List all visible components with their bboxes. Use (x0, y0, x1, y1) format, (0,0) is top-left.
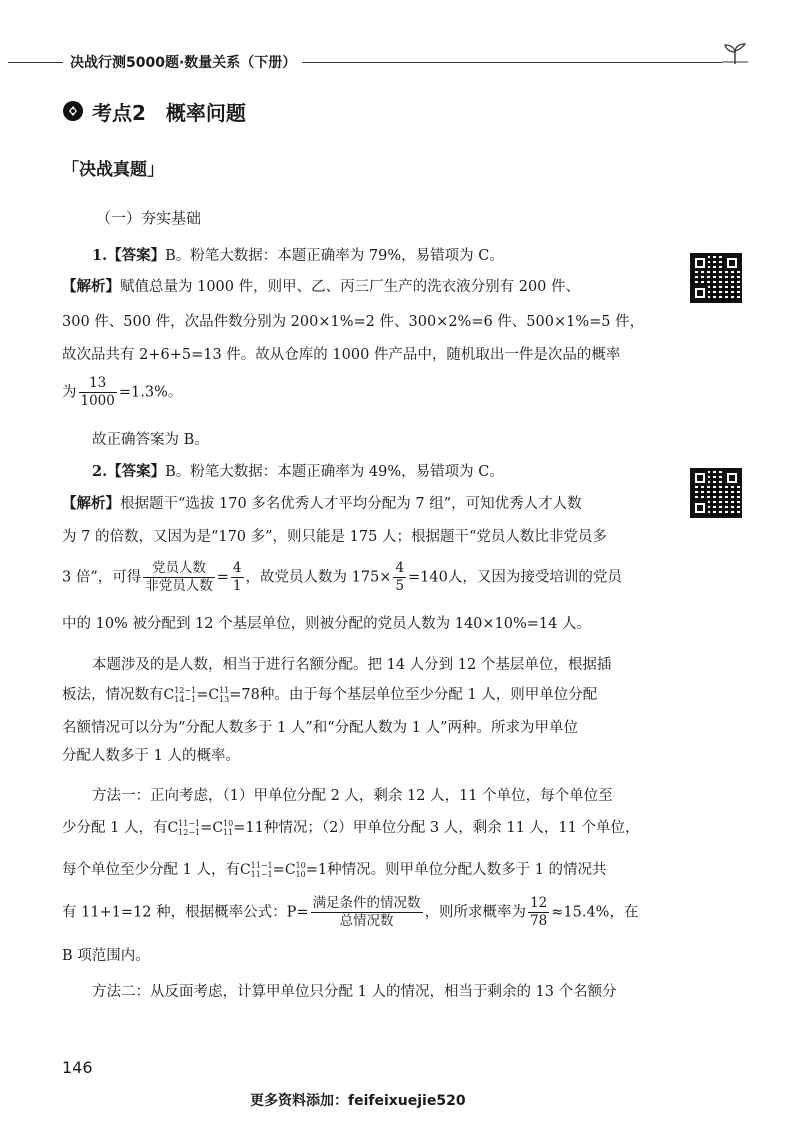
comb-sup: 12−1 (174, 686, 197, 695)
text-span: 有 11+1=12 种，根据概率公式：P= (62, 904, 309, 921)
text-span: = (200, 820, 213, 836)
text-span: ，故党员人数为 175× (245, 569, 392, 586)
comb-sub: 13 (219, 695, 230, 704)
q1-analysis-line-4 (62, 375, 182, 410)
header-rule-left (8, 62, 63, 63)
q1-analysis-text: 赋值总量为 1000 件，则甲、乙、丙三厂生产的洗衣液分别有 200 件、 (120, 279, 581, 295)
combination (240, 860, 273, 880)
q2-answer-line (92, 462, 504, 482)
text-span: =140人，又因为接受培训的党员 (408, 569, 622, 586)
q2-answer-label: 2.【答案】 (92, 463, 166, 480)
comb-sub: 10 (295, 870, 306, 879)
paragraph-line (62, 895, 638, 930)
combination (208, 685, 229, 705)
fraction (528, 895, 549, 930)
fraction (143, 560, 215, 595)
fraction-denominator: 1000 (80, 393, 115, 409)
combination (164, 685, 197, 705)
q2-analysis-text: 根据题干“选拔 170 多名优秀人才平均分配为 7 组”，可知优秀人才人数 (120, 496, 582, 512)
combination (167, 818, 200, 838)
text-span: =1种情况。则甲单位分配人数多于 1 的情况共 (305, 862, 607, 878)
comb-sup: 11−1 (178, 819, 201, 828)
text-span: =11种情况；（2）甲单位分配 3 人，剩余 11 人，11 个单位， (233, 820, 640, 836)
fraction-denominator: 78 (530, 913, 548, 929)
q1-answer-line (92, 246, 504, 266)
footer-text: 更多资料添加：feifeixuejie520 (250, 1093, 466, 1109)
text-span: =78种。由于每个基层单位至少分配 1 人，则甲单位分配 (229, 687, 598, 703)
q2-analysis-line-2: 为 7 的倍数，又因为是“170 多”，则只能是 175 人；根据题干“党员人数比非党员多 (62, 529, 607, 545)
section-title: 考点2 概率问题 (92, 101, 246, 125)
comb-sup: 10 (223, 819, 234, 828)
header-rule-right (302, 62, 722, 63)
qr-code-image (690, 253, 742, 303)
q1-answer-text: B。粉笔大数据：本题正确率为 79%，易错项为 C。 (165, 248, 504, 264)
comb-symbol: C (163, 687, 175, 703)
fraction (79, 375, 117, 410)
running-header: 决战行测5000题·数量关系（下册） (70, 55, 297, 71)
fraction-denominator: 非党员人数 (145, 578, 213, 594)
text-span: ，则所求概率为 (424, 904, 527, 921)
comb-sub: 12−1 (178, 828, 201, 837)
comb-sub: 11−1 (250, 870, 273, 879)
fraction-numerator: 满足条件的情况数 (312, 895, 421, 911)
fraction (231, 560, 244, 595)
text-span: 3 倍”，可得 (62, 569, 142, 586)
qr-code-image (690, 468, 742, 518)
q2-analysis-line (62, 494, 582, 514)
comb-sub: 14−1 (174, 695, 197, 704)
q1-analysis-line-2: 300 件、500 件，次品件数分别为 200×1%=2 件、300×2%=6 件、500×1%=5 件， (62, 314, 645, 330)
sprout-icon (722, 42, 748, 66)
fraction-numerator: 12 (530, 895, 548, 911)
text-span: ≈15.4%，在 (551, 904, 639, 921)
comb-symbol: C (239, 862, 251, 878)
comb-symbol: C (208, 687, 220, 703)
page-number: 146 (62, 1058, 93, 1077)
paragraph-line: 名额情况可以分为“分配人数多于 1 人”和“分配人数为 1 人”两种。所求为甲单位 (62, 720, 579, 736)
text-span: 为 (62, 384, 77, 401)
text-span: 少分配 1 人，有 (62, 820, 168, 836)
text-span: 板法，情况数有 (62, 687, 164, 703)
comb-sub: 11 (223, 828, 234, 837)
section-bullet-icon (62, 100, 84, 122)
text-span: = (272, 862, 285, 878)
fraction-numerator: 党员人数 (143, 560, 215, 578)
paragraph-line (62, 860, 607, 880)
fraction-numerator: 4 (395, 560, 405, 576)
text-span: = (216, 569, 229, 586)
q2-analysis-label: 【解析】 (62, 495, 120, 512)
part-title: （一）夯实基础 (96, 209, 202, 227)
paragraph-line: 分配人数多于 1 人的概率。 (62, 748, 240, 764)
paragraph-line: 本题涉及的是人数，相当于进行名额分配。把 14 人分到 12 个基层单位，根据插 (92, 657, 612, 673)
paragraph-line: B 项范围内。 (62, 948, 150, 964)
comb-symbol: C (167, 820, 179, 836)
comb-sup: 10 (295, 861, 306, 870)
q1-analysis-line (62, 277, 580, 297)
q2-analysis-line-3 (62, 560, 622, 595)
q2-analysis-line-4: 中的 10% 被分配到 12 个基层单位，则被分配的党员人数为 140×10%=14 人。 (62, 616, 591, 632)
fraction-numerator: 4 (232, 560, 242, 576)
text-span: = (196, 687, 209, 703)
q1-conclusion: 故正确答案为 B。 (92, 432, 209, 448)
comb-symbol: C (284, 862, 296, 878)
q1-analysis-line-3: 故次品共有 2+6+5=13 件。故从仓库的 1000 件产品中，随机取出一件是次品的概率 (62, 347, 621, 363)
fraction (311, 895, 423, 930)
fraction-numerator: 13 (79, 375, 117, 393)
text-span: 每个单位至少分配 1 人，有 (62, 862, 240, 878)
fraction-denominator: 5 (395, 578, 405, 594)
comb-sup: 11 (219, 686, 230, 695)
text-span: =1.3%。 (118, 384, 183, 401)
fraction-denominator: 1 (232, 578, 242, 594)
paragraph-line: 方法一：正向考虑，（1）甲单位分配 2 人，剩余 12 人，11 个单位，每个单位至 (92, 788, 613, 804)
q1-answer-label: 1.【答案】 (92, 247, 166, 264)
paragraph-line (62, 818, 639, 838)
combination (212, 818, 233, 838)
fraction (393, 560, 406, 595)
paragraph-line: 方法二：从反面考虑，计算甲单位只分配 1 人的情况，相当于剩余的 13 个名额分 (92, 984, 617, 1000)
q1-analysis-label: 【解析】 (62, 278, 120, 295)
combination (285, 860, 306, 880)
comb-sup: 11−1 (250, 861, 273, 870)
fraction-denominator: 总情况数 (339, 913, 394, 929)
comb-symbol: C (212, 820, 224, 836)
paragraph-line (62, 685, 597, 705)
q2-answer-text: B。粉笔大数据：本题正确率为 49%，易错项为 C。 (165, 464, 504, 480)
subsection-title: 「决战真题」 (62, 160, 164, 180)
